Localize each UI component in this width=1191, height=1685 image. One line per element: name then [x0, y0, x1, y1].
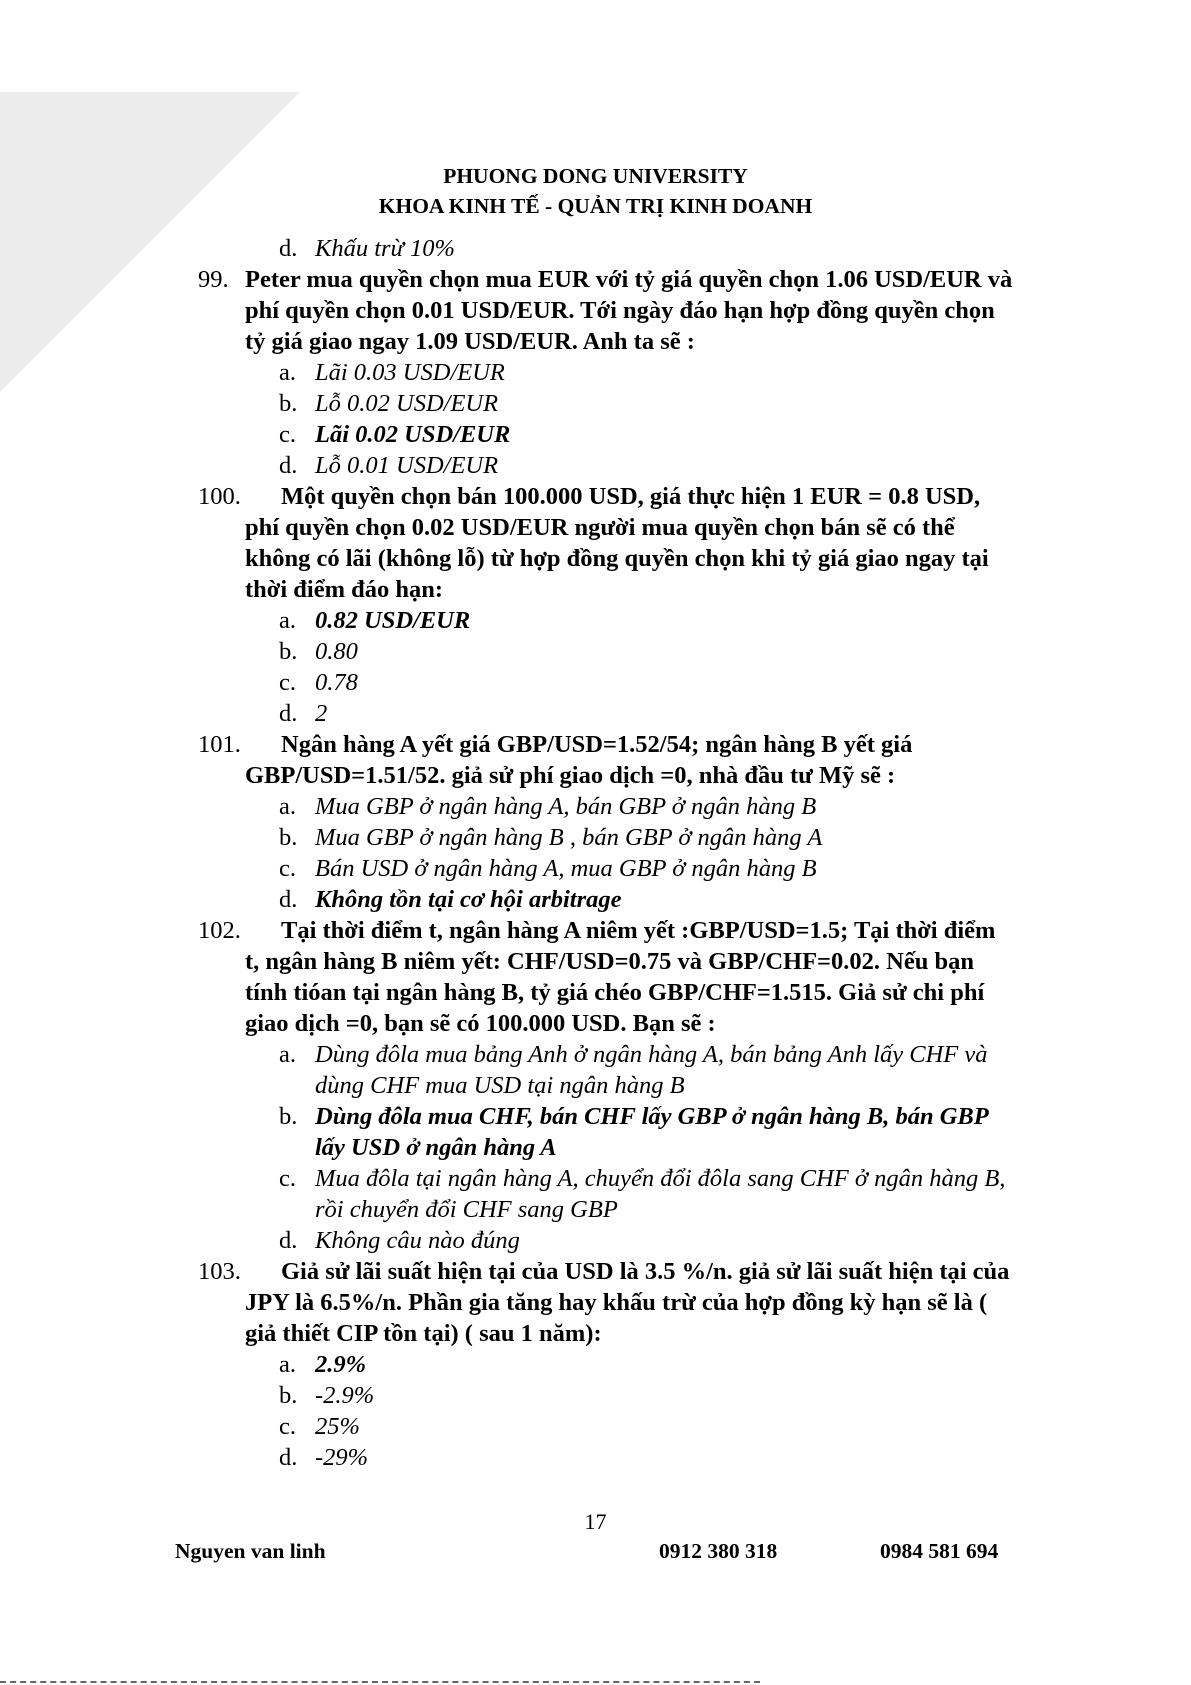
question-number: 101. — [198, 731, 241, 758]
answer-option — [0, 636, 1191, 667]
option-letter: c. — [279, 1165, 296, 1192]
option-letter: d. — [279, 700, 298, 727]
answer-option — [0, 357, 1191, 388]
option-text: Bán USD ở ngân hàng A, mua GBP ở ngân hàng B — [315, 855, 817, 882]
answer-option — [0, 853, 1191, 884]
option-letter: d. — [279, 886, 298, 913]
answer-option — [0, 1442, 1191, 1473]
question-99 — [0, 264, 1015, 357]
option-text: 2.9% — [315, 1351, 367, 1378]
answer-option-correct — [0, 1101, 1191, 1163]
option-letter: d. — [279, 1227, 298, 1254]
footer-phone-1: 0912 380 318 — [659, 1539, 778, 1563]
option-text: Mua GBP ở ngân hàng B , bán GBP ở ngân hàng A — [315, 824, 823, 851]
answer-option — [0, 233, 1191, 264]
option-text: Dùng đôla mua CHF, bán CHF lấy GBP ở ngân hàng B, bán GBP lấy USD ở ngân hàng A — [315, 1103, 988, 1161]
question-text: Peter mua quyền chọn mua EUR với tỷ giá quyền chọn 1.06 USD/EUR và phí quyền chọn 0.01 USD/EUR. Tới ngày đáo hạn hợp đồng quyền chọn tỷ giá giao ngay 1.09 USD/EUR. Anh ta sẽ : — [245, 266, 1013, 355]
option-letter: b. — [279, 1103, 298, 1130]
question-text: Tại thời điểm t, ngân hàng A niêm yết :GBP/USD=1.5; Tại thời điểm t, ngân hàng B niêm yết: CHF/USD=0.75 và GBP/CHF=0.02. Nếu bạn tính tióan tại ngân hàng B, tỷ giá chéo GBP/CHF=1.515. Giả sử chi phí giao dịch =0, bạn sẽ có 100.000 USD. Bạn sẽ : — [245, 917, 996, 1037]
option-text: Khấu trừ 10% — [315, 235, 455, 262]
answer-option — [0, 388, 1191, 419]
question-content — [0, 233, 1191, 1473]
option-letter: b. — [279, 824, 298, 851]
option-letter: a. — [279, 607, 296, 634]
question-text: Giả sử lãi suất hiện tại của USD là 3.5 %/n. giả sử lãi suất hiện tại của JPY là 6.5%/n. Phần gia tăng hay khấu trừ của hợp đồng kỳ hạn sẽ là ( giả thiết CIP tồn tại) ( sau 1 năm): — [245, 1258, 1010, 1347]
question-text: Một quyền chọn bán 100.000 USD, giá thực hiện 1 EUR = 0.8 USD, phí quyền chọn 0.02 USD/EUR người mua quyền chọn bán sẽ có thể không có lãi (không lỗ) từ hợp đồng quyền chọn khi tỷ giá giao ngay tại thời điểm đáo hạn: — [245, 483, 989, 603]
answer-option — [0, 1163, 1191, 1225]
option-text: 0.80 — [315, 638, 358, 665]
answer-option — [0, 450, 1191, 481]
footer-author: Nguyen van linh — [175, 1539, 326, 1563]
option-letter: c. — [279, 421, 296, 448]
option-letter: d. — [279, 1444, 298, 1471]
answer-option — [0, 1039, 1191, 1101]
option-letter: d. — [279, 235, 298, 262]
option-letter: a. — [279, 793, 296, 820]
answer-option — [0, 791, 1191, 822]
option-letter: c. — [279, 855, 296, 882]
question-103 — [0, 1256, 1015, 1349]
option-letter: b. — [279, 390, 298, 417]
answer-option — [0, 1380, 1191, 1411]
question-text: Ngân hàng A yết giá GBP/USD=1.52/54; ngân hàng B yết giá GBP/USD=1.51/52. giả sử phí giao dịch =0, nhà đầu tư Mỹ sẽ : — [245, 731, 913, 789]
option-letter: c. — [279, 1413, 296, 1440]
option-text: Lỗ 0.02 USD/EUR — [315, 390, 499, 417]
option-text: 2 — [315, 700, 328, 727]
option-text: Lỗ 0.01 USD/EUR — [315, 452, 499, 479]
footer-phone-2: 0984 581 694 — [880, 1539, 999, 1563]
option-text: -29% — [315, 1444, 369, 1471]
option-letter: b. — [279, 638, 298, 665]
option-letter: a. — [279, 359, 296, 386]
answer-option — [0, 822, 1191, 853]
option-text: Mua GBP ở ngân hàng A, bán GBP ở ngân hàng B — [315, 793, 817, 820]
option-text: Lãi 0.03 USD/EUR — [315, 359, 505, 386]
answer-option-correct — [0, 884, 1191, 915]
question-101 — [0, 729, 1015, 791]
question-number: 100. — [198, 483, 241, 510]
option-text: 0.78 — [315, 669, 358, 696]
question-102 — [0, 915, 1015, 1039]
option-text: Không tồn tại cơ hội arbitrage — [315, 886, 622, 913]
question-number: 99. — [198, 266, 229, 293]
answer-option — [0, 667, 1191, 698]
option-letter: c. — [279, 669, 296, 696]
faculty-name: KHOA KINH TẾ - QUẢN TRỊ KINH DOANH — [378, 194, 813, 218]
option-letter: a. — [279, 1041, 296, 1068]
question-number: 102. — [198, 917, 241, 944]
option-letter: b. — [279, 1382, 298, 1409]
option-text: Mua đôla tại ngân hàng A, chuyển đổi đôla sang CHF ở ngân hàng B, rồi chuyển đổi CHF sang GBP — [315, 1165, 1006, 1223]
option-text: 0.82 USD/EUR — [315, 607, 471, 634]
answer-option-correct — [0, 1349, 1191, 1380]
page-header — [0, 161, 1191, 221]
option-letter: a. — [279, 1351, 296, 1378]
question-number: 103. — [198, 1258, 241, 1285]
bottom-dashed-line — [0, 1681, 760, 1683]
option-text: 25% — [315, 1413, 360, 1440]
option-text: Không câu nào đúng — [315, 1227, 520, 1254]
answer-option-correct — [0, 419, 1191, 450]
option-text: Lãi 0.02 USD/EUR — [315, 421, 511, 448]
answer-option — [0, 698, 1191, 729]
option-letter: d. — [279, 452, 298, 479]
university-name: PHUONG DONG UNIVERSITY — [443, 164, 748, 188]
page-number: 17 — [584, 1509, 607, 1534]
answer-option — [0, 1411, 1191, 1442]
option-text: -2.9% — [315, 1382, 375, 1409]
answer-option-correct — [0, 605, 1191, 636]
option-text: Dùng đôla mua bảng Anh ở ngân hàng A, bán bảng Anh lấy CHF và dùng CHF mua USD tại ngân hàng B — [315, 1041, 988, 1099]
answer-option — [0, 1225, 1191, 1256]
question-100 — [0, 481, 1015, 605]
